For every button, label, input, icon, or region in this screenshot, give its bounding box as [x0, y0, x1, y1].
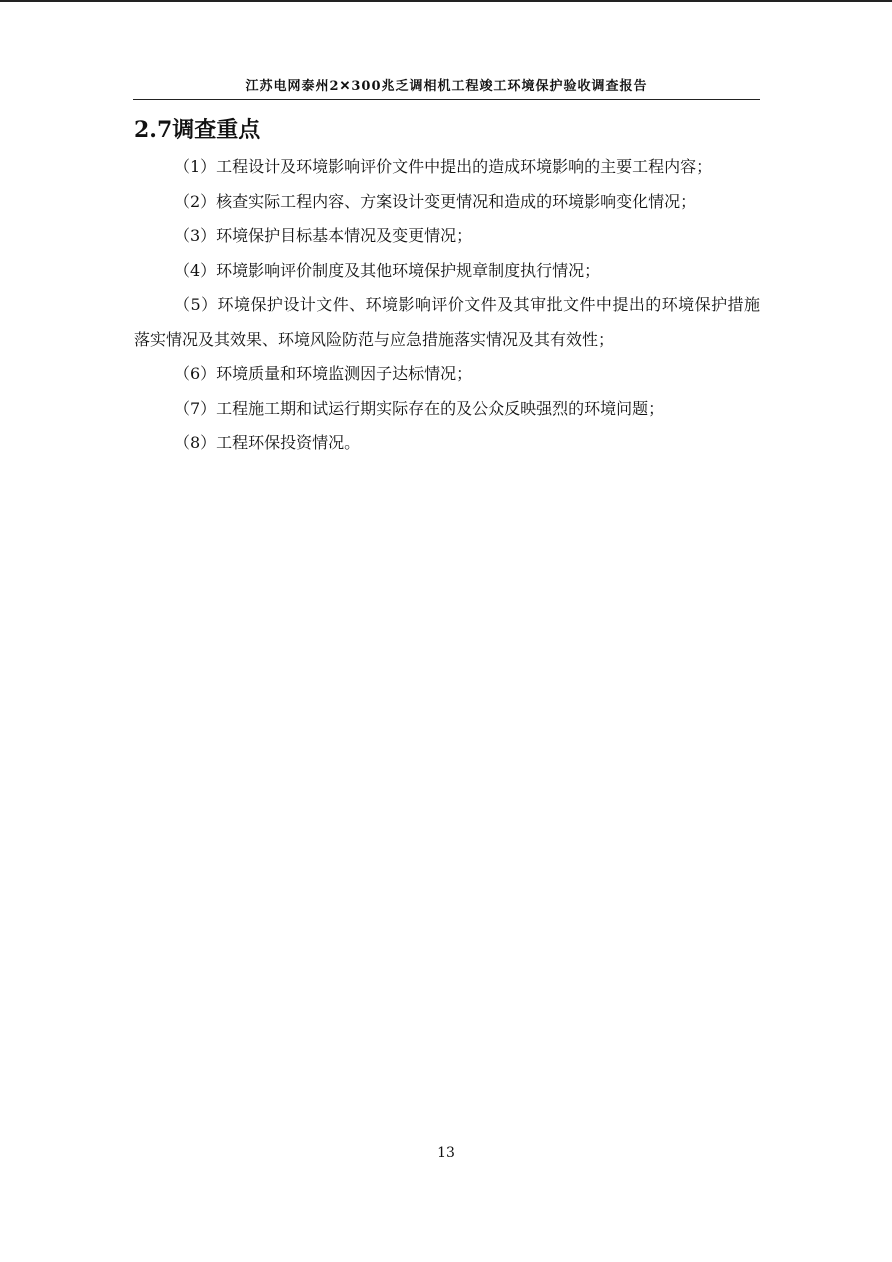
list-item: （4）环境影响评价制度及其他环境保护规章制度执行情况；	[174, 260, 601, 280]
top-border-rule	[0, 0, 892, 2]
list-item: （6）环境质量和环境监测因子达标情况；	[174, 364, 473, 383]
header-rule	[133, 99, 760, 100]
list-item: （5）环境保护设计文件、环境影响评价文件及其审批文件中提出的环境保护措施落实情况及其效果、环境风险防范与应急措施落实情况及其有效性；	[134, 295, 760, 349]
survey-focus-list	[134, 150, 760, 461]
list-item: （1）工程设计及环境影响评价文件中提出的造成环境影响的主要工程内容；	[174, 157, 713, 176]
running-header: 江苏电网泰州2✕300兆乏调相机工程竣工环境保护验收调查报告	[245, 79, 648, 94]
list-item: （2）核查实际工程内容、方案设计变更情况和造成的环境影响变化情况；	[174, 191, 697, 211]
page-number: 13	[437, 1145, 455, 1161]
section-heading: 2.7调查重点	[134, 117, 261, 143]
list-item: （7）工程施工期和试运行期实际存在的及公众反映强烈的环境问题；	[174, 398, 665, 418]
list-item: （8）工程环保投资情况。	[174, 433, 361, 452]
list-item: （3）环境保护目标基本情况及变更情况；	[174, 226, 473, 245]
